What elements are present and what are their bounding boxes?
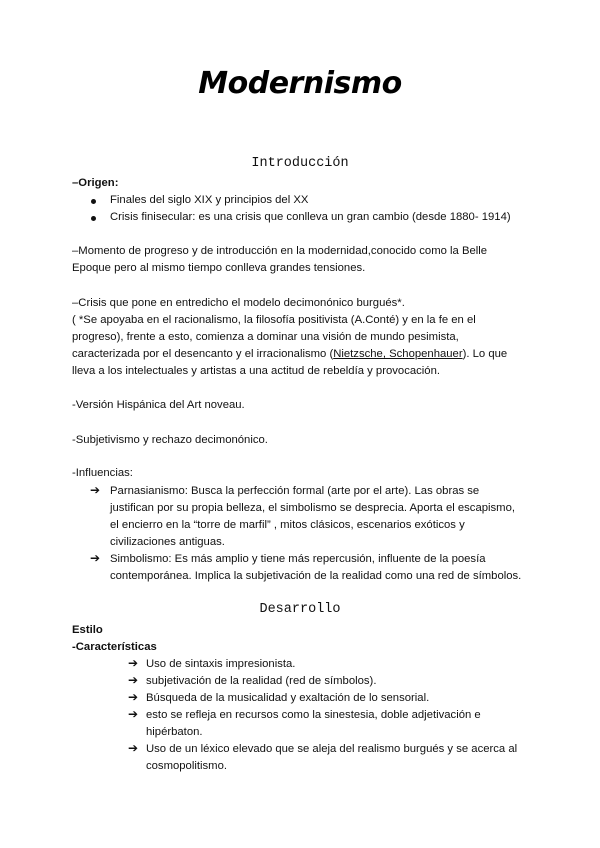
arrow-bullet-icon: ➔ — [90, 551, 101, 565]
caracteristica-item: Uso de sintaxis impresionista. — [146, 658, 296, 670]
bullet-dot-icon — [91, 216, 96, 221]
caracteristica-item: esto se refleja en recursos como la sinestesia, doble adjetivación e — [146, 709, 481, 721]
origen-label: –Origen: — [72, 177, 119, 189]
caracteristica-item: subjetivación de la realidad (red de símbolos). — [146, 675, 377, 687]
version-line: -Versión Hispánica del Art noveau. — [72, 399, 245, 411]
arrow-bullet-icon: ➔ — [128, 690, 139, 704]
influencia-line: civilizaciones antiguas. — [110, 536, 225, 548]
arrow-bullet-icon: ➔ — [128, 673, 139, 687]
progreso-line: Epoque pero al mismo tiempo conlleva grandes tensiones. — [72, 262, 366, 274]
crisis-line: progreso), frente a esto, comienza a dominar una visión de mundo pesimista, — [72, 331, 459, 343]
influencias-label: -Influencias: — [72, 467, 133, 479]
arrow-bullet-icon: ➔ — [128, 656, 139, 670]
bullet-dot-icon — [91, 199, 96, 204]
influencia-line: contemporánea. Implica la subjetivación de la realidad como una red de símbolos. — [110, 570, 522, 582]
crisis-line: lleva a los intelectuales y artistas a una actitud de rebeldía y provocación. — [72, 365, 440, 377]
origen-item: Finales del siglo XIX y principios del XX — [110, 194, 309, 206]
caracteristica-item: cosmopolitismo. — [146, 760, 227, 772]
origen-item: Crisis finisecular: es una crisis que conlleva un gran cambio (desde 1880- 1914) — [110, 211, 511, 223]
crisis-line: –Crisis que pone en entredicho el modelo decimonónico burgués*. — [72, 297, 405, 309]
caracteristicas-label: -Características — [72, 641, 157, 653]
crisis-line: ( *Se apoyaba en el racionalismo, la filosofía positivista (A.Conté) y en la fe en el — [72, 314, 476, 326]
crisis-text: ). Lo que — [462, 348, 508, 360]
philosophers-underlined: Nietzsche, Schopenhauer — [333, 348, 463, 360]
caracteristica-item: Uso de un léxico elevado que se aleja del realismo burgués y se acerca al — [146, 743, 518, 755]
influencia-line: justifican por su propia belleza, el simbolismo se desprecia. Aporta el escapismo, — [110, 502, 516, 514]
influencia-line: Parnasianismo: Busca la perfección formal (arte por el arte). Las obras se — [110, 485, 480, 497]
crisis-text: caracterizada por el desencanto y el irracionalismo ( — [72, 348, 334, 360]
influencia-line: el encierro en la “torre de marfil” , mitos clásicos, escenarios exóticos y — [110, 519, 465, 531]
crisis-line-with-link — [72, 346, 542, 363]
arrow-bullet-icon: ➔ — [128, 707, 139, 721]
progreso-line: –Momento de progreso y de introducción en la modernidad,conocido como la Belle — [72, 245, 488, 257]
document-title: Modernismo — [198, 66, 402, 101]
arrow-bullet-icon: ➔ — [90, 483, 101, 497]
arrow-bullet-icon: ➔ — [128, 741, 139, 755]
section-heading-introduccion: Introducción — [251, 156, 349, 171]
estilo-label: Estilo — [72, 624, 103, 636]
caracteristica-item: hipérbaton. — [146, 726, 203, 738]
subjetivismo-line: -Subjetivismo y rechazo decimonónico. — [72, 434, 268, 446]
influencia-line: Simbolismo: Es más amplio y tiene más repercusión, influente de la poesía — [110, 553, 486, 565]
section-heading-desarrollo: Desarrollo — [259, 602, 341, 617]
caracteristica-item: Búsqueda de la musicalidad y exaltación de lo sensorial. — [146, 692, 430, 704]
